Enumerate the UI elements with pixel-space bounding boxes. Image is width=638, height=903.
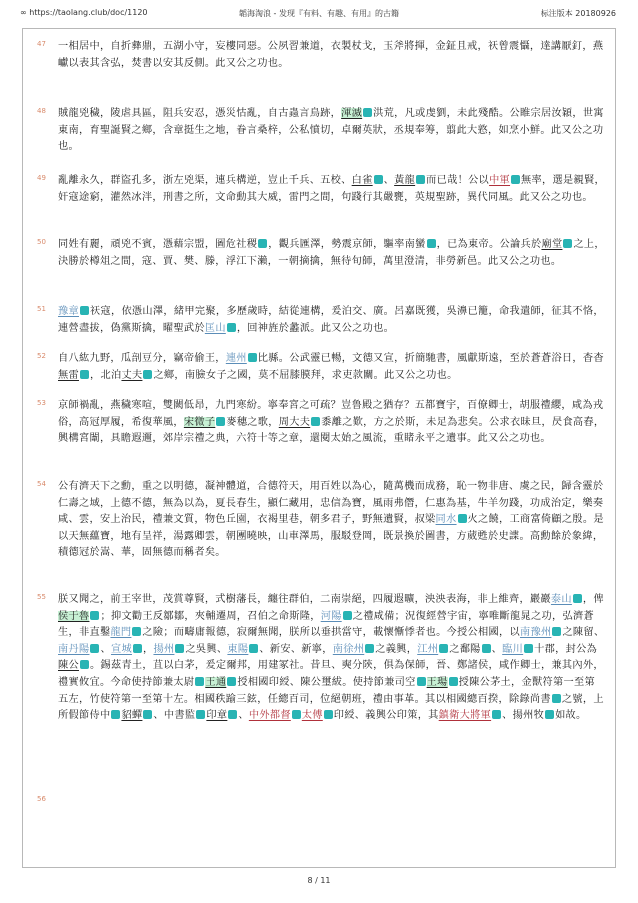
page-number: 8 / 11 — [307, 876, 331, 885]
annotated-term[interactable]: 南丹陽 — [58, 643, 90, 655]
annotation-tag-icon[interactable] — [143, 710, 152, 719]
text-run: 之義興， — [375, 643, 418, 655]
text-run: 之鄉，南臉女子之國，莫不屈膝膜拜，求吏款關。此又公之功也。 — [153, 369, 458, 381]
text-run: 、 — [238, 710, 249, 722]
text-run: 。錫茲青土，苴以白茅，爰定爾邦，用建冢社。昔旦、奭分陝，俱為保師，晉、鄭諸侯，咸作卿士，兼其內外，禮實攸宜。今命使持節兼太尉 — [58, 660, 604, 688]
page-header — [0, 0, 638, 28]
text-run: 授相國印綬、陳公璽紱。使持節兼司空 — [237, 676, 416, 688]
text-run: 無率，選是親賢，奸寇途窮，灌然冰泮，刑書之所，文命動其大威，雷門之間，句踐行其嚴甕，英規聖跡，異代同風。此又公之功也。 — [58, 175, 605, 203]
annotation-tag-icon[interactable] — [133, 644, 142, 653]
annotated-term[interactable]: 渾滅 — [341, 108, 363, 119]
annotation-tag-icon[interactable] — [365, 644, 374, 653]
paragraph-number: 52 — [37, 352, 46, 360]
annotation-tag-icon[interactable] — [552, 627, 561, 636]
annotation-tag-icon[interactable] — [80, 660, 89, 669]
annotation-tag-icon[interactable] — [227, 323, 236, 332]
document-page — [22, 28, 616, 868]
annotated-term[interactable]: 河陽 — [320, 610, 342, 622]
annotated-term[interactable]: 揚州 — [153, 643, 175, 655]
text-run: ，北泊 — [89, 369, 122, 381]
text-run: 之號，上所假節侍中 — [58, 693, 604, 722]
source-url[interactable]: ∞ https://taolang.club/doc/1120 — [20, 8, 148, 17]
annotated-term[interactable]: 宣城 — [110, 643, 132, 655]
text-run: 之陳留、 — [562, 627, 605, 639]
annotation-tag-icon[interactable] — [563, 239, 572, 248]
annotation-tag-icon[interactable] — [439, 644, 448, 653]
annotation-tag-icon[interactable] — [552, 694, 561, 703]
annotated-term[interactable]: 侯于魯 — [58, 610, 90, 622]
version-label: 标注版本 20180926 — [540, 9, 616, 18]
text-run: 而已哉！公以 — [426, 175, 490, 186]
annotation-tag-icon[interactable] — [248, 353, 257, 362]
text-run: 、中書監 — [153, 710, 196, 722]
annotated-term[interactable]: 臨川 — [502, 643, 524, 655]
paragraph-text — [58, 173, 605, 206]
paragraph-text — [58, 39, 605, 72]
text-run: 如故。 — [555, 710, 587, 722]
text-run: 黍離之歎，方之於斯，未足為悲矣。公求衣昧旦，昃食高舂，興構宮闈，具瞻遐邇，郊岸宗禮之典，六符十等之章，還閱太始之風流，重睹永平之遺事。此又公之功也。 — [58, 416, 605, 445]
annotated-term[interactable]: 周大夫 — [278, 416, 311, 428]
annotation-tag-icon[interactable] — [573, 594, 582, 603]
annotated-term[interactable]: 丈夫 — [121, 369, 143, 381]
annotation-tag-icon[interactable] — [292, 710, 301, 719]
annotation-tag-icon[interactable] — [363, 108, 372, 117]
text-run: 祆寇，依憑山澤，緒甲完聚，多歷歲時，結從連構，爰泊交、廣。呂嘉既獲，吳濞已籠，命我遣師，征其不恪，連營盡拔，偽黨斯擒，曜聖武於 — [58, 306, 604, 334]
paragraph-text — [58, 304, 605, 337]
paragraph-50 — [37, 237, 605, 270]
text-run: 賊龍兇穢，陵虐具區，阻兵安忍，憑災怙亂，自古蟲言鳥跡， — [58, 108, 342, 119]
paragraph-text — [58, 398, 605, 448]
annotated-term[interactable]: 東陽 — [227, 643, 249, 655]
text-run: 麥穗之歌， — [226, 416, 279, 428]
annotated-term[interactable]: 陳公 — [58, 660, 79, 672]
text-run: 、 — [383, 175, 395, 186]
paragraph-48 — [37, 106, 605, 156]
text-run: 、 — [100, 643, 111, 655]
annotation-tag-icon[interactable] — [311, 417, 320, 426]
text-run: 比縣。公武靈已暢，文德又宣，折簡馳書，風獻斯遠，至於蒼蒼浴日，杳杳 — [257, 353, 604, 364]
text-run: ，俾 — [582, 594, 604, 605]
annotation-tag-icon[interactable] — [482, 644, 491, 653]
annotated-term[interactable]: 鎮衛大將軍 — [438, 710, 492, 722]
annotation-tag-icon[interactable] — [196, 710, 205, 719]
annotation-tag-icon[interactable] — [111, 710, 120, 719]
annotated-term[interactable]: 同水 — [435, 514, 457, 526]
paragraph-52 — [37, 351, 605, 384]
text-run: 同姓有麗，頑兇不賓，憑藉宗盟，圖危社稷 — [58, 239, 258, 250]
annotation-tag-icon[interactable] — [417, 677, 426, 686]
annotation-tag-icon[interactable] — [80, 306, 89, 315]
text-run: ；抑文勸王反鄒鄒，夾輔遷周，召伯之命斯隆， — [100, 610, 321, 622]
paragraph-text — [58, 479, 605, 562]
annotated-term[interactable]: 泰山 — [550, 594, 572, 605]
annotation-tag-icon[interactable] — [80, 370, 89, 379]
paragraph-number: 49 — [37, 174, 46, 182]
text-run: 一相居中，自折彝鼎，五湖小守，妄樓同惡。公夙習兼道，衣製杖戈，玉斧將揮，金鉦且戒，祆曾震懾，達講厭釘，燕巘以表其含弘，焚書以安其反側。此又公之功也。 — [58, 41, 604, 69]
text-run: ，回神旌於蠡派。此又公之功也。 — [236, 322, 395, 334]
paragraph-number: 47 — [37, 40, 46, 48]
annotation-tag-icon[interactable] — [374, 175, 383, 184]
annotation-tag-icon[interactable] — [249, 644, 258, 653]
annotated-term[interactable]: 連州 — [225, 353, 247, 364]
paragraph-number: 56 — [37, 795, 46, 803]
annotation-tag-icon[interactable] — [524, 644, 533, 653]
paragraph-text — [58, 592, 605, 725]
text-run: 、新安、新寧， — [259, 643, 333, 655]
text-run: 火之饒，工商富倚顧之殷。是以天無蘊寶，地有呈祥，湯露卿雲，朝團曉映，山車澤馬，服駁登岡，既景換於圖書，方葳甦於史諜。高勳餘於象緯，積德冠於嵩、華，固無德而稱者矣。 — [58, 514, 604, 559]
annotated-term[interactable]: 廟堂 — [541, 239, 563, 250]
text-run: 之鄱陽 — [449, 643, 481, 655]
annotation-tag-icon[interactable] — [227, 677, 236, 686]
annotated-term[interactable]: 江州 — [417, 643, 439, 655]
annotated-term[interactable]: 白雀 — [351, 175, 373, 186]
annotation-tag-icon[interactable] — [343, 611, 352, 620]
annotation-tag-icon[interactable] — [449, 677, 458, 686]
annotated-term[interactable]: 王瑒 — [426, 676, 448, 688]
annotated-term[interactable]: 黃龍 — [394, 175, 416, 186]
text-run: 之禮咸備；況復經營宇宙，寧唯斷龍晁之功，弘濟蒼生，非直鑿 — [58, 610, 594, 639]
site-title: 韜海淘浪 - 发现『有料、有趣、有用』的古籍 — [239, 9, 399, 18]
text-run: 自八紘九野，瓜剖豆分，竊帝偷王， — [58, 353, 226, 364]
annotation-tag-icon[interactable] — [228, 710, 237, 719]
text-run: ，已為東帝。公論兵於 — [436, 239, 542, 250]
annotation-tag-icon[interactable] — [90, 611, 99, 620]
annotation-tag-icon[interactable] — [195, 677, 204, 686]
annotation-tag-icon[interactable] — [416, 175, 425, 184]
annotated-term[interactable]: 印章 — [206, 710, 228, 722]
annotation-tag-icon[interactable] — [175, 644, 184, 653]
paragraph-number: 50 — [37, 238, 46, 246]
text-run: 洪荒，凡或虔劉，未此殘酷。公睢宗居汝穎，世寓東南，育聖誕賢之鄉，含章挺生之地，眷言桑梓，公私憤切，卓爾英狀，丞規奉筹，翦此大憝，如烹小鮮。此又公之功也。 — [58, 108, 604, 153]
annotation-tag-icon[interactable] — [511, 175, 520, 184]
annotation-tag-icon[interactable] — [90, 644, 99, 653]
annotated-term[interactable]: 中外都督 — [248, 710, 291, 722]
text-run: 朕又聞之，前王宰世，茂賞尊賢，式樹藩長，纏往群伯，二南崇絕，四履遐曠，泱泱表海，非上維齊，巖巖 — [58, 594, 551, 605]
text-run: 十郡，封公為 — [534, 643, 598, 655]
text-run: 之吳興、 — [185, 643, 228, 655]
text-run: 之險；而疇庸報德，寂爾無聞，朕所以垂拱當守，載懷慚悸者也。今授公相國，以 — [142, 627, 520, 639]
annotation-tag-icon[interactable] — [492, 710, 501, 719]
paragraph-55 — [37, 592, 605, 725]
annotation-tag-icon[interactable] — [216, 417, 225, 426]
paragraph-51 — [37, 304, 605, 337]
text-run: 亂離永久，群盜孔多，浙左兇渠，連兵構逆，豈止千兵、五校、 — [58, 175, 352, 186]
annotation-tag-icon[interactable] — [458, 514, 467, 523]
paragraph-text — [58, 237, 605, 270]
annotated-term[interactable]: 宋微子 — [183, 416, 216, 428]
annotation-tag-icon[interactable] — [545, 710, 554, 719]
text-run: ， — [142, 643, 154, 655]
annotated-term[interactable]: 豫章 — [58, 306, 79, 317]
annotation-tag-icon[interactable] — [427, 239, 436, 248]
paragraph-number: 48 — [37, 107, 46, 115]
paragraph-number: 54 — [37, 480, 46, 488]
text-run: 、揚州牧 — [502, 710, 545, 722]
paragraph-number: 51 — [37, 305, 46, 313]
annotated-term[interactable]: 太傅 — [301, 710, 323, 722]
annotated-term[interactable]: 南豫州 — [519, 627, 552, 639]
paragraph-text — [58, 351, 605, 384]
paragraph-49 — [37, 173, 605, 206]
annotation-tag-icon[interactable] — [143, 370, 152, 379]
annotated-term[interactable]: 無雷 — [58, 369, 79, 381]
paragraph-54 — [37, 479, 605, 562]
annotated-term[interactable]: 貂蟬 — [121, 710, 143, 722]
text-run: 京師禍亂，燕穢寒喧，雙闕低昂，九門寒紛。寧奉宮之可疏？豈鲁殿之猶存？五都寶宇，百僚卿士，胡服禮纓，咸為戎俗，高冠厚履，希復華風， — [58, 400, 604, 428]
paragraph-text — [58, 106, 605, 156]
annotated-term[interactable]: 中軍 — [489, 175, 511, 186]
text-run: 、 — [491, 643, 503, 655]
paragraph-number: 53 — [37, 399, 46, 407]
annotation-tag-icon[interactable] — [258, 239, 267, 248]
annotation-tag-icon[interactable] — [132, 627, 141, 636]
paragraph-number: 55 — [37, 593, 46, 601]
annotated-term[interactable]: 南徐州 — [332, 643, 365, 655]
annotated-term[interactable]: 龍門 — [110, 627, 132, 639]
paragraph-53 — [37, 398, 605, 448]
text-run: ，觀兵匯澤，勢震京師，驅率南蠻 — [268, 239, 426, 250]
text-run: 授陳公茅土，金獸符第一至第五左，竹使符第一至第十左。相國秩踰三鉉，任總百司，位絕朝班，禮由事革。其以相國總百揆，除錄尚書 — [58, 676, 595, 705]
text-run: 公有濟天下之勳，重之以明德，凝神體道，合德符天，用百姓以為心，隨萬機而成務，恥一物非唐、虞之民，歸含靈於仁壽之域，上德不德，無為以為，夏長春生，顯仁藏用，忠信為寶，風雨弗僭，仁惠為基，牛羊勿踐，功成治定，樂奏咸、雲，安上治民，禮兼文質，物色丘園，衣褐里巷，朝多君子，野無遺賢，叔梁 — [58, 481, 604, 526]
text-run: 之上，決勝於樽俎之間，寇、賈、樊、滕，浮江下瀨，一朝摘擒，無待旬師，萬里澄清，非勞新邑。此又公之功也。 — [58, 239, 605, 267]
paragraph-47 — [37, 39, 605, 72]
text-run: 印綬、義興公印策，其 — [333, 710, 439, 722]
annotated-term[interactable]: 王通 — [205, 676, 227, 688]
annotated-term[interactable]: 匡山 — [204, 322, 226, 334]
annotation-tag-icon[interactable] — [324, 710, 333, 719]
